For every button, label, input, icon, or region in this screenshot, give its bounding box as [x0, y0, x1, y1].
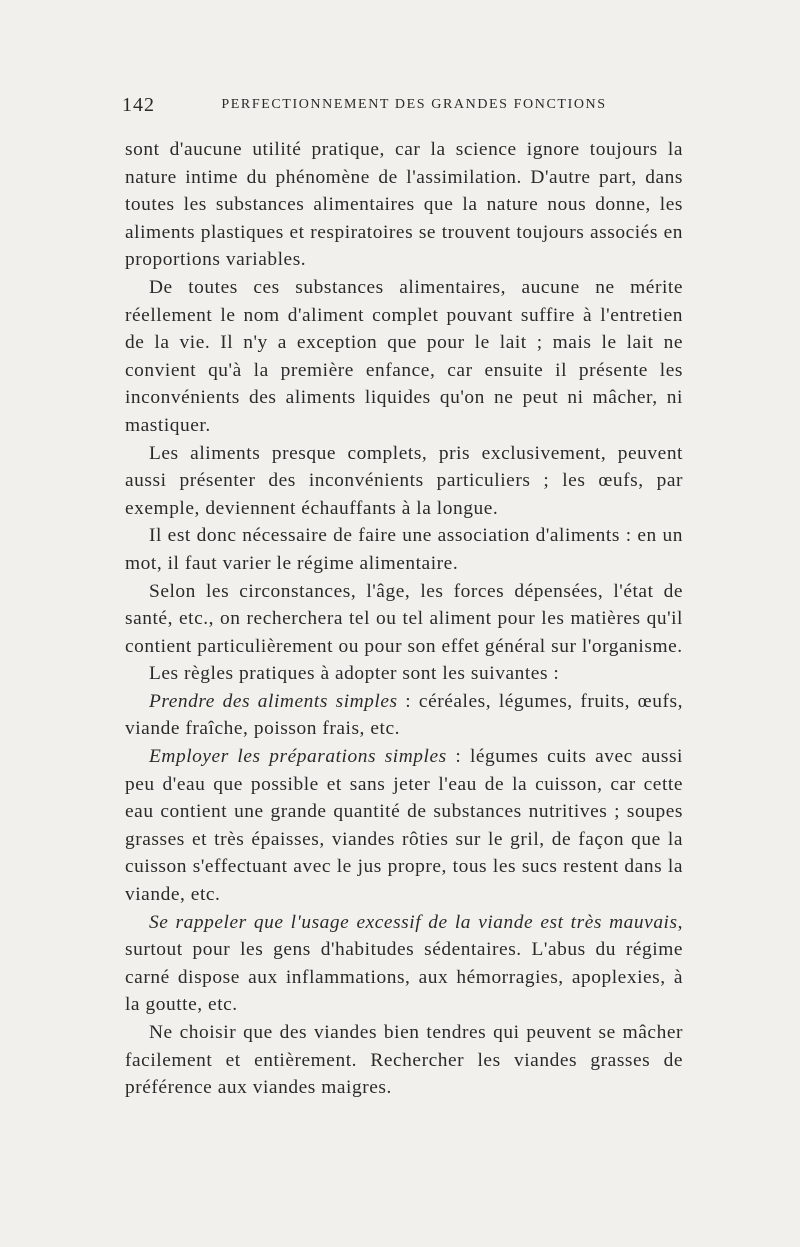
rule-paragraph: Employer les préparations simples : légumes cuits avec aussi peu d'eau que possible et sans jeter l'eau de la cuisson, car cette eau contient une grande quantité de substances nutritives ; soupes grasses et très épaisses, viandes rôties sur le gril, de façon que la cuisson s'effectuant avec le jus propre, tous les sucs restent dans la viande, etc.	[125, 746, 683, 906]
running-head	[122, 94, 683, 116]
rule-lead: Employer les préparations simples	[149, 746, 447, 768]
body-text	[125, 136, 683, 1102]
page-number: 142	[122, 94, 155, 116]
rule-paragraph: Se rappeler que l'usage excessif de la viande est très mauvais, surtout pour les gens d'habitudes sédentaires. L'abus du régime carné dispose aux inflammations, aux hémorragies, apoplexies, à la goutte, etc.	[125, 911, 683, 1016]
rule-paragraph: Prendre des aliments simples : céréales, légumes, fruits, œufs, viande fraîche, poisson frais, etc.	[125, 690, 683, 740]
paragraph: Les aliments presque complets, pris exclusivement, peuvent aussi présenter des inconvénients particuliers ; les œufs, par exemple, deviennent échauffants à la longue.	[125, 442, 683, 519]
paragraph: Il est donc nécessaire de faire une association d'aliments : en un mot, il faut varier le régime alimentaire.	[125, 525, 683, 574]
rule-lead: Se rappeler que l'usage excessif de la viande est très mauvais	[149, 911, 678, 933]
rule-lead: Prendre des aliments simples	[149, 690, 398, 712]
paragraph: Ne choisir que des viandes bien tendres qui peuvent se mâcher facilement et entièrement. Rechercher les viandes grasses de préférence aux viandes maigres.	[125, 1022, 683, 1099]
running-title: PERFECTIONNEMENT DES GRANDES FONCTIONS	[221, 97, 607, 112]
paragraph: De toutes ces substances alimentaires, aucune ne mérite réellement le nom d'aliment complet pouvant suffire à l'entretien de la vie. Il n'y a exception que pour le lait ; mais le lait ne convient qu'à la première enfance, car ensuite il présente les inconvénients des aliments liquides qu'on ne peut ni mâcher, ni mastiquer.	[125, 276, 683, 436]
paragraph: Les règles pratiques à adopter sont les suivantes :	[149, 663, 560, 685]
paragraph: Selon les circonstances, l'âge, les forces dépensées, l'état de santé, etc., on recherchera tel ou tel aliment pour les matières qu'il contient particulièrement ou pour son effet général sur l'organisme.	[125, 580, 683, 657]
paragraph-continuation: sont d'aucune utilité pratique, car la science ignore toujours la nature intime du phénomène de l'assimilation. D'autre part, dans toutes les substances alimentaires que la nature nous donne, les aliments plastiques et respiratoires se trouvent toujours associés en proportions variables.	[125, 139, 683, 271]
